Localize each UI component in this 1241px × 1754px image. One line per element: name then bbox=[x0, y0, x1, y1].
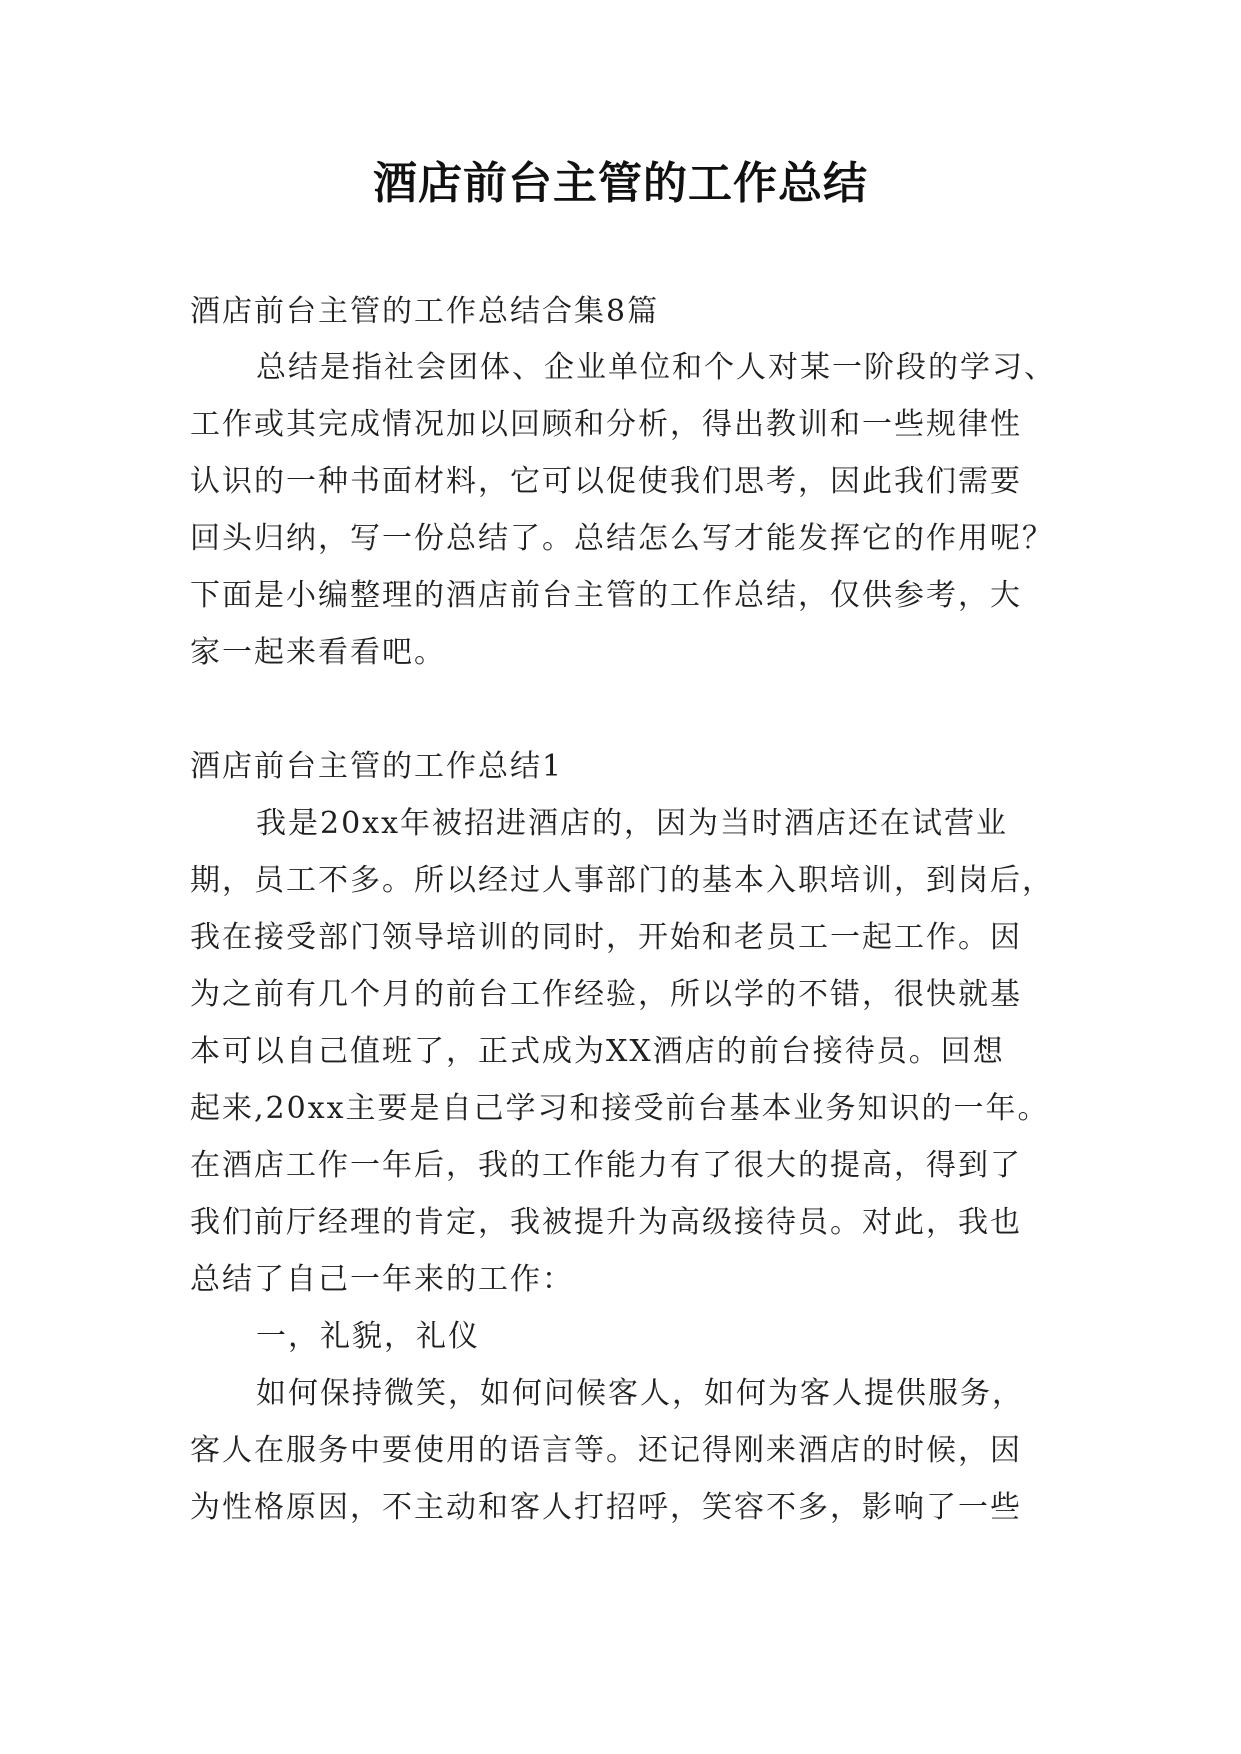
paragraph-line: 总结是指社会团体、企业单位和个人对某一阶段的学习、 bbox=[256, 350, 1056, 385]
paragraph-line: 本可以自己值班了，正式成为XX酒店的前台接待员。回想 bbox=[190, 1034, 1005, 1069]
subtitle-line: 酒店前台主管的工作总结合集8篇 bbox=[190, 294, 660, 329]
paragraph-line: 下面是小编整理的酒店前台主管的工作总结，仅供参考，大 bbox=[190, 578, 1022, 613]
paragraph-line: 为之前有几个月的前台工作经验，所以学的不错，很快就基 bbox=[190, 977, 1022, 1012]
paragraph-line: 如何保持微笑，如何问候客人，如何为客人提供服务， bbox=[256, 1376, 1024, 1411]
paragraph-line: 期，员工不多。所以经过人事部门的基本入职培训，到岗后， bbox=[190, 863, 1054, 898]
paragraph-line: 家一起来看看吧。 bbox=[190, 635, 446, 670]
section-heading: 酒店前台主管的工作总结1 bbox=[190, 749, 564, 784]
document-title: 酒店前台主管的工作总结 bbox=[373, 158, 868, 209]
paragraph-line: 为性格原因，不主动和客人打招呼，笑容不多，影响了一些 bbox=[190, 1490, 1022, 1525]
paragraph-line: 回头归纳，写一份总结了。总结怎么写才能发挥它的作用呢？ bbox=[190, 521, 1054, 556]
paragraph-line: 我在接受部门领导培训的同时，开始和老员工一起工作。因 bbox=[190, 920, 1022, 955]
paragraph-line: 我们前厅经理的肯定，我被提升为高级接待员。对此，我也 bbox=[190, 1205, 1022, 1240]
paragraph-line: 起来,20xx主要是自己学习和接受前台基本业务知识的一年。 bbox=[190, 1091, 1050, 1126]
paragraph-line: 我是20xx年被招进酒店的，因为当时酒店还在试营业 bbox=[256, 806, 1009, 841]
paragraph-line: 客人在服务中要使用的语言等。还记得刚来酒店的时候，因 bbox=[190, 1433, 1022, 1468]
paragraph-line: 在酒店工作一年后，我的工作能力有了很大的提高，得到了 bbox=[190, 1148, 1022, 1183]
paragraph-line: 工作或其完成情况加以回顾和分析，得出教训和一些规律性 bbox=[190, 407, 1022, 442]
subheading-line: 一，礼貌，礼仪 bbox=[256, 1319, 480, 1354]
paragraph-line: 总结了自己一年来的工作： bbox=[190, 1262, 574, 1297]
paragraph-line: 认识的一种书面材料，它可以促使我们思考，因此我们需要 bbox=[190, 464, 1022, 499]
